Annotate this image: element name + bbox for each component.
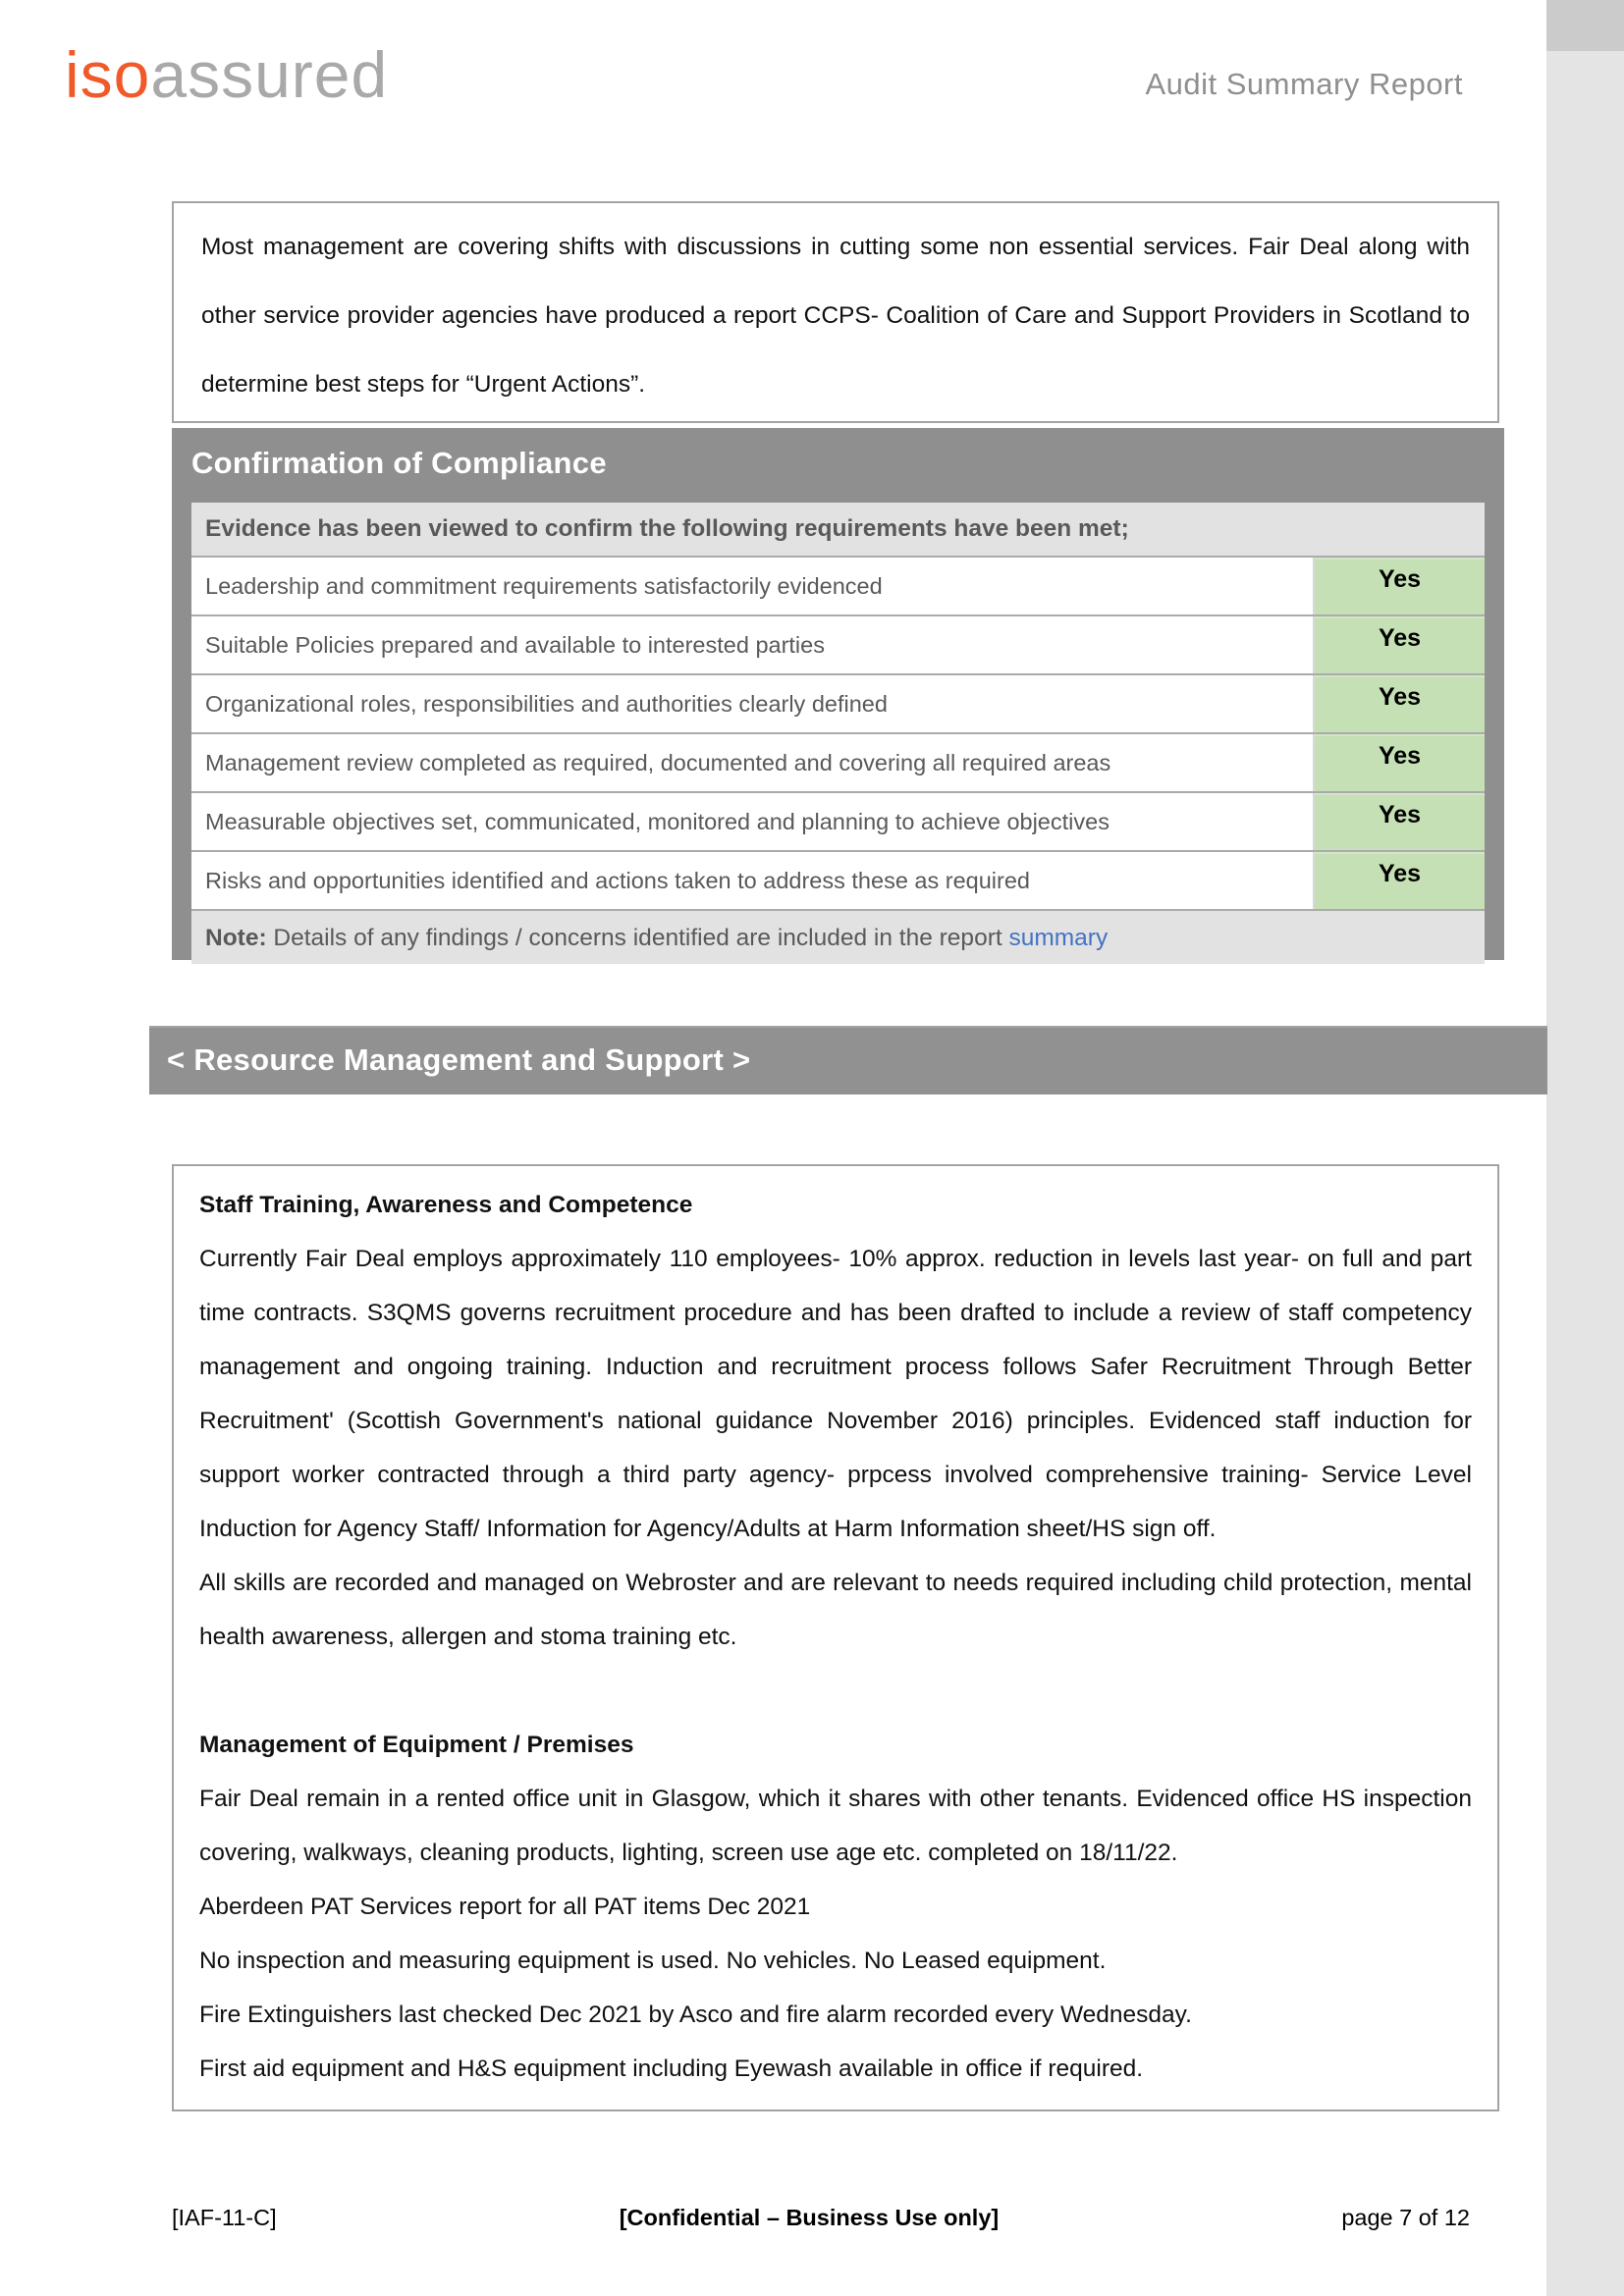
footer-page-number: page 7 of 12 <box>1341 2205 1470 2230</box>
equipment-line-fire: Fire Extinguishers last checked Dec 2021 by Asco and fire alarm recorded every Wednesday. <box>199 2002 1192 2028</box>
page-footer <box>172 2205 1470 2231</box>
table-row <box>191 791 1485 850</box>
table-row <box>191 850 1485 909</box>
footer-confidential: [Confidential – Business Use only] <box>619 2205 1000 2230</box>
answer-cell: Yes <box>1313 793 1485 850</box>
note-text: Details of any findings / concerns identified are included in the report <box>266 925 1009 951</box>
answer-cell: Yes <box>1313 734 1485 791</box>
answer-cell: Yes <box>1313 558 1485 614</box>
compliance-panel <box>172 428 1504 960</box>
answer-cell: Yes <box>1313 616 1485 673</box>
equipment-line-firstaid: First aid equipment and H&S equipment including Eyewash available in office if required. <box>199 2056 1144 2082</box>
equipment-paragraph: Fair Deal remain in a rented office unit in Glasgow, which it shares with other tenants. Evidenced office HS inspection covering, walkways, cleaning products, lighting, screen use age etc. completed on 18/11/22. <box>199 1786 1472 1866</box>
staff-training-heading: Staff Training, Awareness and Competence <box>199 1192 693 1218</box>
requirement-cell: Organizational roles, responsibilities and authorities clearly defined <box>205 690 888 717</box>
section-header-resource-management <box>149 1026 1547 1095</box>
table-row <box>191 732 1485 791</box>
requirement-cell: Leadership and commitment requirements satisfactorily evidenced <box>205 572 883 599</box>
page-margin-strip <box>1546 0 1624 2296</box>
summary-link[interactable]: summary <box>1008 925 1109 951</box>
isoassured-logo <box>65 35 388 114</box>
staff-training-paragraph: Currently Fair Deal employs approximately 110 employees- 10% approx. reduction in levels last year- on full and part time contracts. S3QMS governs recruitment procedure and has been drafted to include a review of staff competency management and ongoing training. Induction and recruitment process follows Safer Recruitment Through Better Recruitment' (Scottish Government's national guidance November 2016) principles. Evidenced staff induction for support worker contracted through a third party agency- prpcess involved comprehensive training- Service Level Induction for Agency Staff/ Information for Agency/Adults at Harm Information sheet/HS sign off. <box>199 1246 1472 1542</box>
compliance-title: Confirmation of Compliance <box>191 446 607 480</box>
logo-assured-text: assured <box>150 38 389 111</box>
equipment-line-inspection: No inspection and measuring equipment is used. No vehicles. No Leased equipment. <box>199 1948 1107 1974</box>
footer-doc-ref: [IAF-11-C] <box>172 2205 277 2230</box>
note-row <box>191 909 1485 964</box>
page-margin-strip-top <box>1546 0 1624 51</box>
table-row <box>191 556 1485 614</box>
logo-iso-text: iso <box>65 38 151 111</box>
compliance-table-header: Evidence has been viewed to confirm the following requirements have been met; <box>191 503 1485 556</box>
requirement-cell: Risks and opportunities identified and actions taken to address these as required <box>205 867 1030 893</box>
blank-line <box>199 1664 1472 1718</box>
table-row <box>191 614 1485 673</box>
note-label: Note: <box>205 925 267 951</box>
answer-cell: Yes <box>1313 675 1485 732</box>
section-header-label: < Resource Management and Support > <box>167 1042 751 1077</box>
intro-box <box>172 201 1499 423</box>
requirement-cell: Management review completed as required, documented and covering all required areas <box>205 749 1111 775</box>
resource-section-box <box>172 1164 1499 2111</box>
requirement-cell: Suitable Policies prepared and available to interested parties <box>205 631 825 658</box>
answer-cell: Yes <box>1313 852 1485 909</box>
skills-paragraph: All skills are recorded and managed on Webroster and are relevant to needs required including child protection, mental health awareness, allergen and stoma training etc. <box>199 1570 1472 1650</box>
intro-paragraph: Most management are covering shifts with discussions in cutting some non essential services. Fair Deal along with other service provider agencies have produced a report CCPS- Coalition of Care and Support Providers in Scotland to determine best steps for “Urgent Actions”. <box>201 234 1470 398</box>
requirement-cell: Measurable objectives set, communicated, monitored and planning to achieve objectives <box>205 808 1110 834</box>
report-title: Audit Summary Report <box>1145 67 1463 101</box>
equipment-line-pat: Aberdeen PAT Services report for all PAT items Dec 2021 <box>199 1894 811 1920</box>
compliance-table <box>191 503 1485 964</box>
equipment-heading: Management of Equipment / Premises <box>199 1732 634 1758</box>
table-row <box>191 673 1485 732</box>
